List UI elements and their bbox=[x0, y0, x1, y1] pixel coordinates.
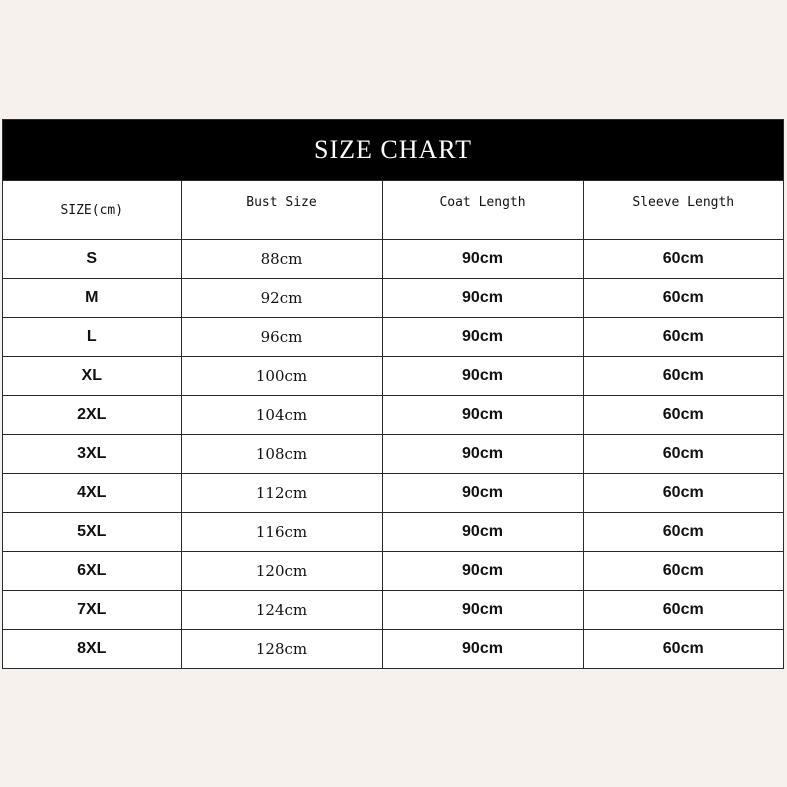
header-coat-length: Coat Length bbox=[382, 181, 583, 240]
coat-length-cell: 90cm bbox=[382, 396, 583, 435]
coat-length-cell: 90cm bbox=[382, 357, 583, 396]
header-row bbox=[3, 181, 783, 240]
table-row bbox=[3, 513, 783, 552]
coat-length-cell: 90cm bbox=[382, 435, 583, 474]
table-row bbox=[3, 240, 783, 279]
size-cell: 6XL bbox=[3, 552, 181, 591]
table-row bbox=[3, 318, 783, 357]
size-cell: 3XL bbox=[3, 435, 181, 474]
size-cell: XL bbox=[3, 357, 181, 396]
sleeve-length-cell: 60cm bbox=[583, 240, 783, 279]
bust-size-cell: 124cm bbox=[181, 591, 382, 630]
sleeve-length-cell: 60cm bbox=[583, 396, 783, 435]
sleeve-length-cell: 60cm bbox=[583, 357, 783, 396]
size-cell: M bbox=[3, 279, 181, 318]
bust-size-cell: 128cm bbox=[181, 630, 382, 669]
bust-size-cell: 100cm bbox=[181, 357, 382, 396]
header-bust-size: Bust Size bbox=[181, 181, 382, 240]
coat-length-cell: 90cm bbox=[382, 513, 583, 552]
table-row bbox=[3, 591, 783, 630]
coat-length-cell: 90cm bbox=[382, 474, 583, 513]
coat-length-cell: 90cm bbox=[382, 279, 583, 318]
coat-length-cell: 90cm bbox=[382, 591, 583, 630]
size-cell: 2XL bbox=[3, 396, 181, 435]
header-sleeve-length: Sleeve Length bbox=[583, 181, 783, 240]
size-cell: 4XL bbox=[3, 474, 181, 513]
bust-size-cell: 88cm bbox=[181, 240, 382, 279]
size-cell: L bbox=[3, 318, 181, 357]
size-cell: 5XL bbox=[3, 513, 181, 552]
bust-size-cell: 108cm bbox=[181, 435, 382, 474]
sleeve-length-cell: 60cm bbox=[583, 474, 783, 513]
header-size: SIZE(cm) bbox=[3, 181, 181, 240]
table-row bbox=[3, 279, 783, 318]
sleeve-length-cell: 60cm bbox=[583, 318, 783, 357]
table-row bbox=[3, 630, 783, 669]
table-row bbox=[3, 435, 783, 474]
sleeve-length-cell: 60cm bbox=[583, 279, 783, 318]
coat-length-cell: 90cm bbox=[382, 240, 583, 279]
sleeve-length-cell: 60cm bbox=[583, 435, 783, 474]
table-row bbox=[3, 552, 783, 591]
sleeve-length-cell: 60cm bbox=[583, 552, 783, 591]
size-cell: 8XL bbox=[3, 630, 181, 669]
coat-length-cell: 90cm bbox=[382, 630, 583, 669]
coat-length-cell: 90cm bbox=[382, 552, 583, 591]
size-cell: S bbox=[3, 240, 181, 279]
bust-size-cell: 120cm bbox=[181, 552, 382, 591]
table-row bbox=[3, 357, 783, 396]
size-table bbox=[3, 180, 783, 668]
bust-size-cell: 96cm bbox=[181, 318, 382, 357]
sleeve-length-cell: 60cm bbox=[583, 513, 783, 552]
sleeve-length-cell: 60cm bbox=[583, 630, 783, 669]
bust-size-cell: 92cm bbox=[181, 279, 382, 318]
chart-title: SIZE CHART bbox=[3, 120, 783, 180]
bust-size-cell: 112cm bbox=[181, 474, 382, 513]
size-cell: 7XL bbox=[3, 591, 181, 630]
bust-size-cell: 104cm bbox=[181, 396, 382, 435]
table-row bbox=[3, 474, 783, 513]
sleeve-length-cell: 60cm bbox=[583, 591, 783, 630]
coat-length-cell: 90cm bbox=[382, 318, 583, 357]
bust-size-cell: 116cm bbox=[181, 513, 382, 552]
table-body bbox=[3, 240, 783, 669]
table-row bbox=[3, 396, 783, 435]
size-chart bbox=[2, 119, 784, 669]
